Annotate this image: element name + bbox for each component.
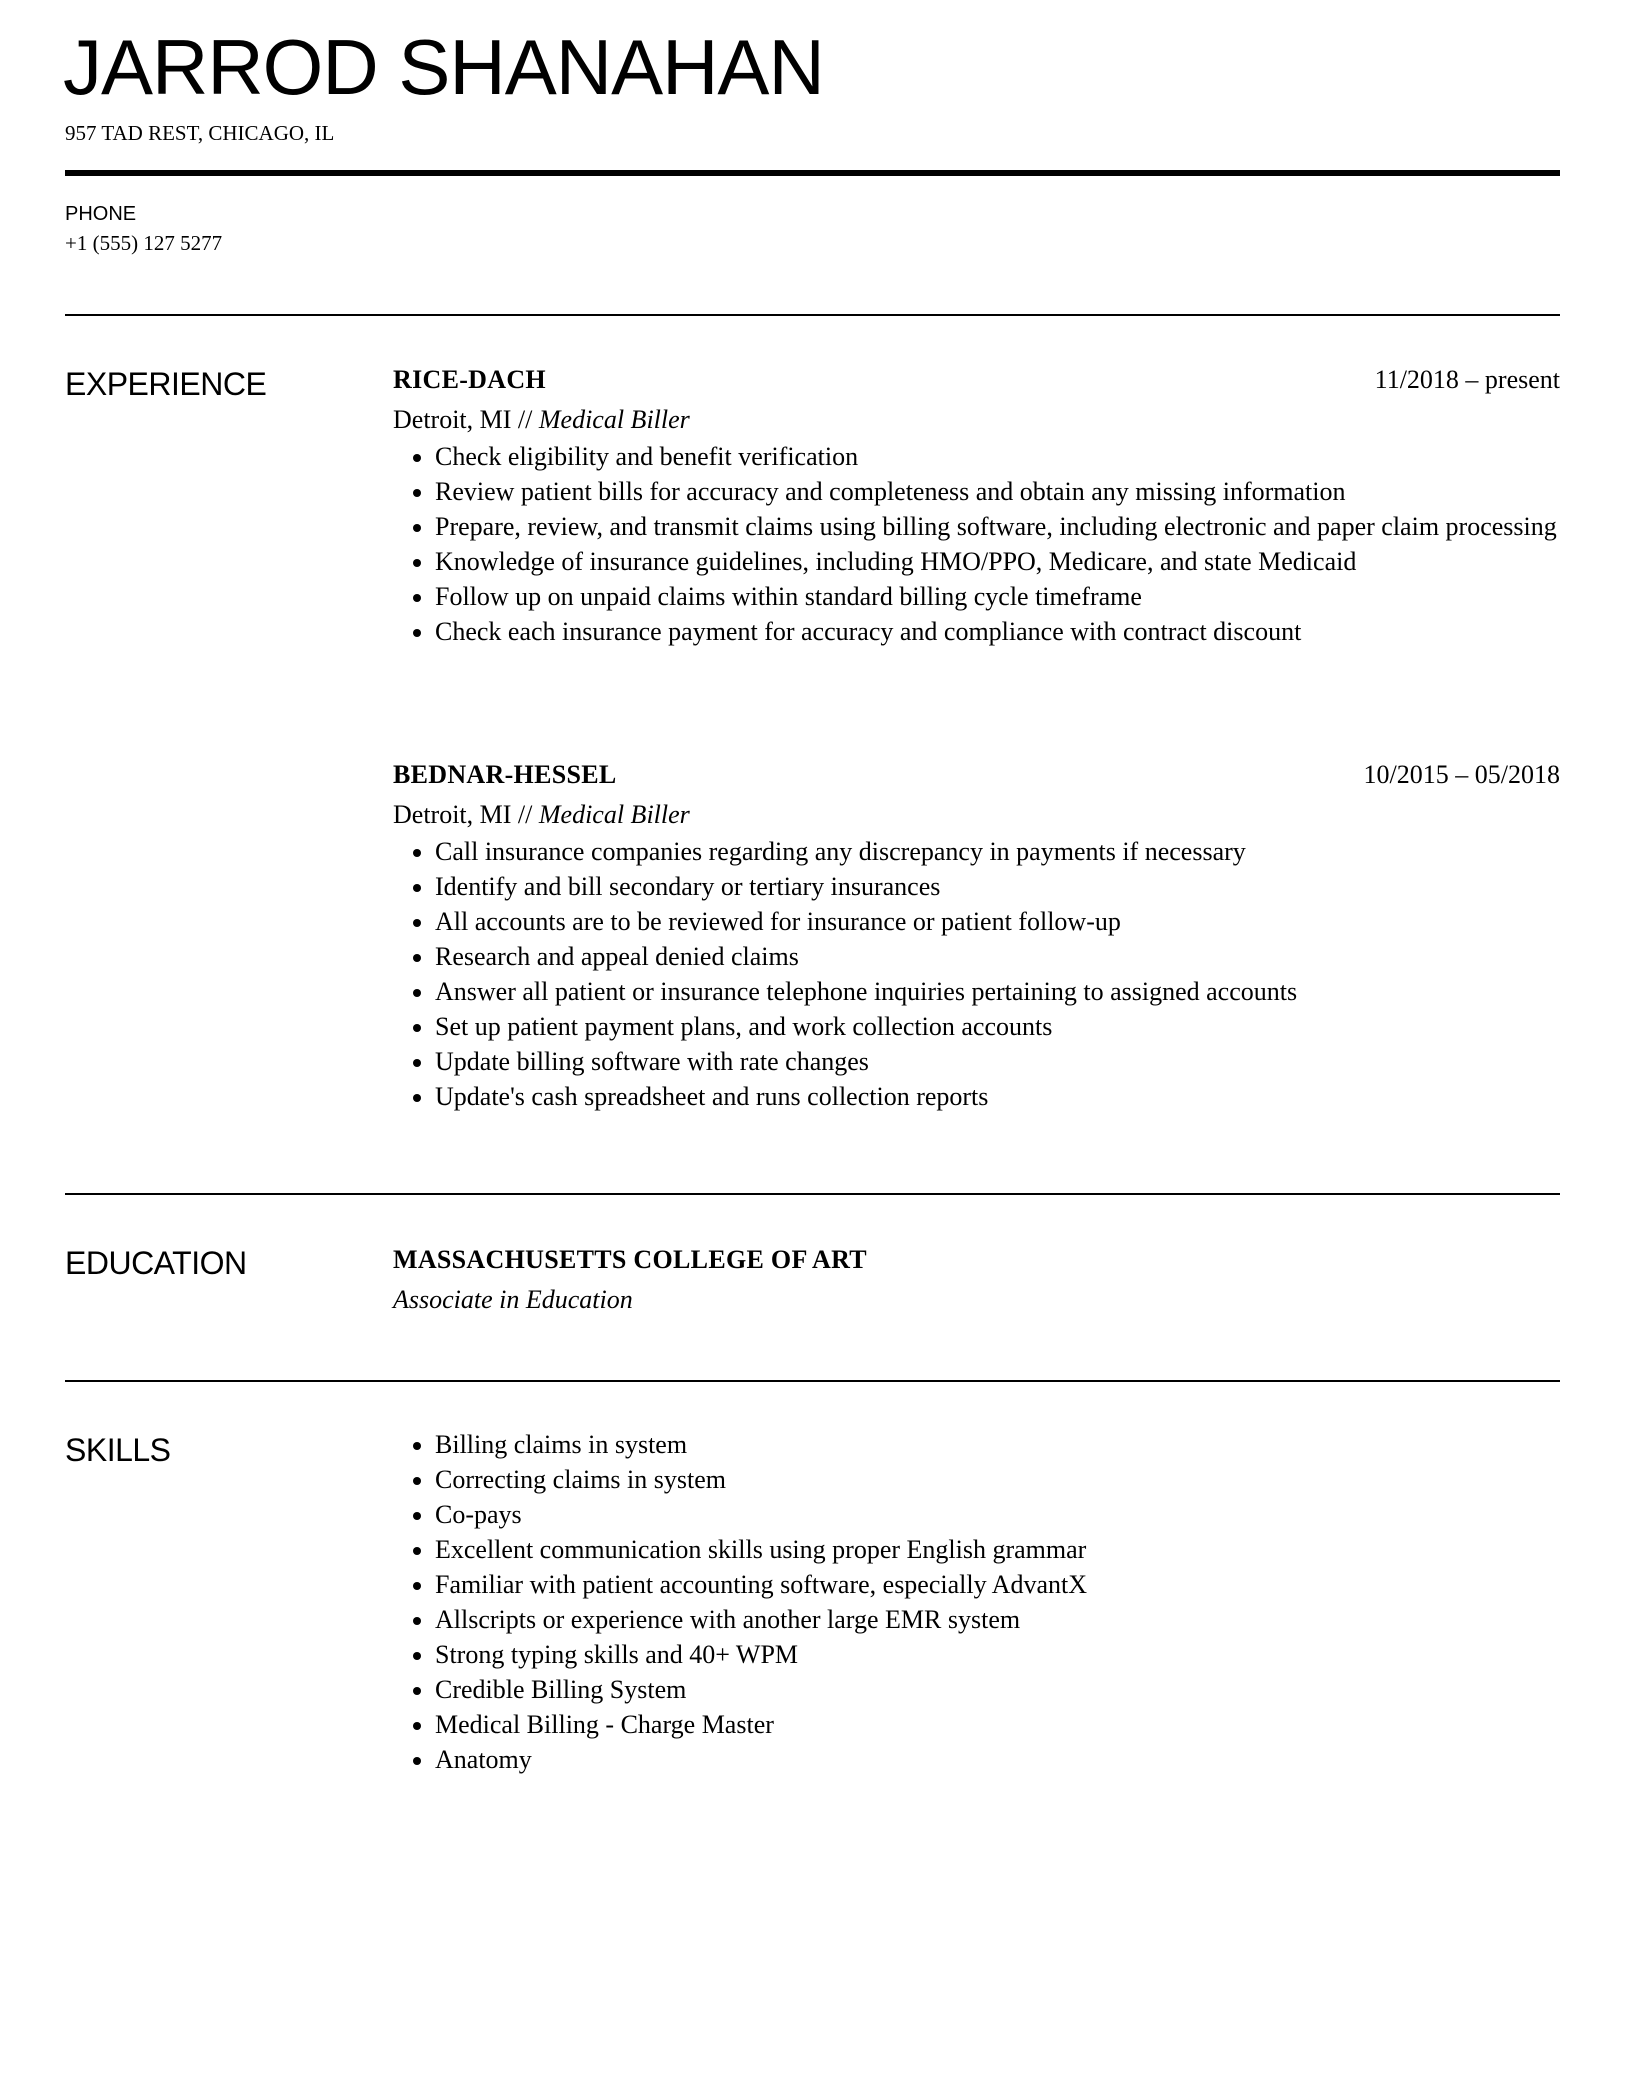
skills-heading: SKILLS xyxy=(65,1432,171,1468)
list-item: • Excellent communication skills using proper English grammar xyxy=(435,1532,1560,1567)
job-dates: 10/2015 – 05/2018 xyxy=(1363,760,1560,789)
job-location: Detroit, MI xyxy=(393,405,512,434)
job-bullets xyxy=(393,834,1560,1114)
section-divider xyxy=(65,1380,1560,1382)
list-item: • Review patient bills for accuracy and completeness and obtain any missing information xyxy=(435,474,1560,509)
education-entry xyxy=(393,1242,1560,1317)
list-item: • Prepare, review, and transmit claims using billing software, including electronic and paper claim processing xyxy=(435,509,1560,544)
list-item: • All accounts are to be reviewed for insurance or patient follow-up xyxy=(435,904,1560,939)
job-location: Detroit, MI xyxy=(393,800,512,829)
list-item: • Knowledge of insurance guidelines, including HMO/PPO, Medicare, and state Medicaid xyxy=(435,544,1560,579)
job-bullets xyxy=(393,439,1560,649)
education-heading: EDUCATION xyxy=(65,1245,247,1281)
list-item: • Credible Billing System xyxy=(435,1672,1560,1707)
job-role: Medical Biller xyxy=(538,405,690,434)
list-item: • Correcting claims in system xyxy=(435,1462,1560,1497)
section-divider xyxy=(65,314,1560,316)
header-divider xyxy=(65,170,1560,176)
list-item: • Billing claims in system xyxy=(435,1427,1560,1462)
list-item: • Medical Billing - Charge Master xyxy=(435,1707,1560,1742)
list-item: • Allscripts or experience with another large EMR system xyxy=(435,1602,1560,1637)
list-item: • Familiar with patient accounting software, especially AdvantX xyxy=(435,1567,1560,1602)
job-entry xyxy=(393,362,1560,649)
skills-entry xyxy=(393,1427,1560,1777)
degree: Associate in Education xyxy=(393,1285,633,1314)
list-item: • Research and appeal denied claims xyxy=(435,939,1560,974)
company-name: BEDNAR-HESSEL xyxy=(393,760,617,789)
phone-label: PHONE xyxy=(65,203,137,225)
job-role: Medical Biller xyxy=(538,800,690,829)
list-item: • Set up patient payment plans, and work collection accounts xyxy=(435,1009,1560,1044)
list-item: • Follow up on unpaid claims within standard billing cycle timeframe xyxy=(435,579,1560,614)
list-item: • Call insurance companies regarding any discrepancy in payments if necessary xyxy=(435,834,1560,869)
candidate-name: JARROD SHANAHAN xyxy=(63,23,824,111)
list-item: • Co-pays xyxy=(435,1497,1560,1532)
list-item: • Strong typing skills and 40+ WPM xyxy=(435,1637,1560,1672)
experience-heading: EXPERIENCE xyxy=(65,366,267,402)
skills-list xyxy=(393,1427,1560,1777)
list-item: • Answer all patient or insurance telephone inquiries pertaining to assigned accounts xyxy=(435,974,1560,1009)
list-item: • Identify and bill secondary or tertiary insurances xyxy=(435,869,1560,904)
list-item: • Check each insurance payment for accuracy and compliance with contract discount xyxy=(435,614,1560,649)
separator: // xyxy=(511,405,539,434)
phone-number: +1 (555) 127 5277 xyxy=(65,231,223,255)
company-name: RICE-DACH xyxy=(393,365,546,394)
list-item: • Check eligibility and benefit verification xyxy=(435,439,1560,474)
list-item: • Update's cash spreadsheet and runs collection reports xyxy=(435,1079,1560,1114)
list-item: • Update billing software with rate changes xyxy=(435,1044,1560,1079)
section-divider xyxy=(65,1193,1560,1195)
job-entry xyxy=(393,757,1560,1114)
separator: // xyxy=(511,800,539,829)
job-dates: 11/2018 – present xyxy=(1374,365,1560,394)
list-item: • Anatomy xyxy=(435,1742,1560,1777)
school-name: MASSACHUSETTS COLLEGE OF ART xyxy=(393,1245,867,1274)
address: 957 TAD REST, CHICAGO, IL xyxy=(65,121,335,145)
